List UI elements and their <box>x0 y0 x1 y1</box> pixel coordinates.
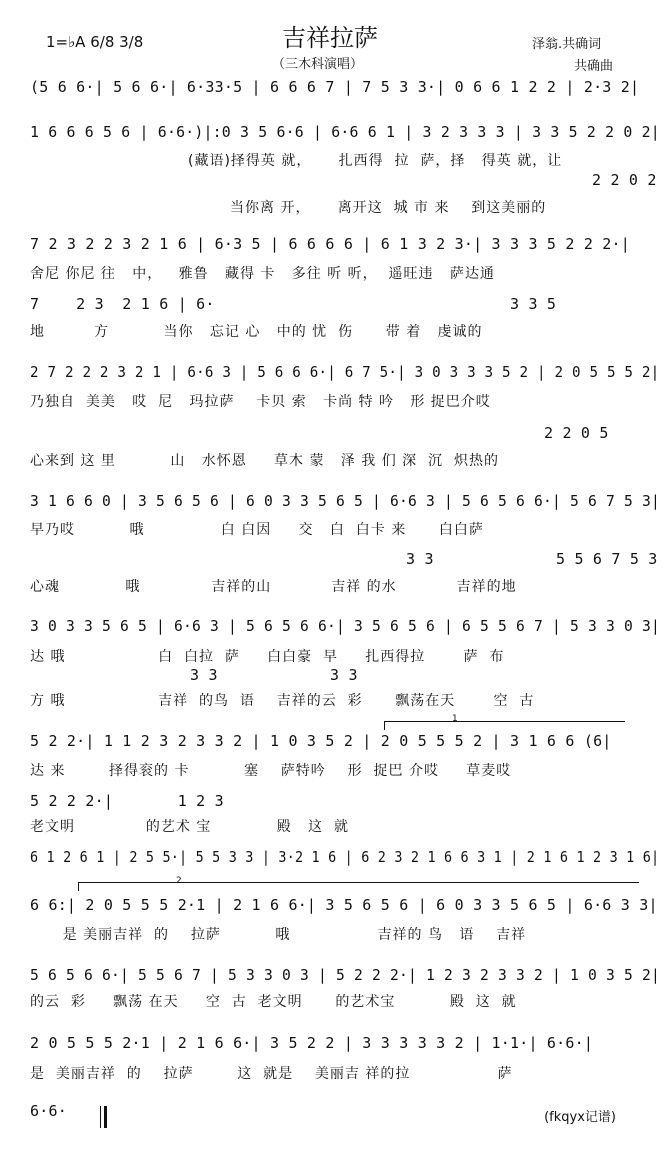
notation-line: 3 1 6 6 0 | 3 5 6 5 6 | 6 0 3 3 5 6 5 | 6·6 3 | 5 6 5 6 6·| 5 6 7 5 3| <box>30 492 661 510</box>
lyric-line: 当你离 开， 离开这 城 市 来 到这美丽的 <box>230 200 547 216</box>
notation-line: 2 7 2 2 2 3 2 1 | 6·6 3 | 5 6 6 6·| 6 7 5·| 3 0 3 3 3 5 2 | 2 0 5 5 5 2| <box>30 363 660 381</box>
composer-credit: 共确曲 <box>574 59 614 74</box>
key-signature: 1=♭A 6/8 3/8 <box>46 33 144 51</box>
notation-line: 6 6:| 2 0 5 5 5 2·1 | 2 1 6 6·| 3 5 6 5 6 | 6 0 3 3 5 6 5 | 6·6 3 3| <box>30 896 658 914</box>
notation-line: 5 6 5 6 6·| 5 5 6 7 | 5 3 3 0 3 | 5 2 2 2·| 1 2 3 2 3 3 2 | 1 0 3 5 2| <box>30 966 661 984</box>
notation-line: (5 6 6·| 5 6 6·| 6·33·5 | 6 6 6 7 | 7 5 3 3·| 0 6 6 1 2 2 | 2·3 2| <box>30 78 640 96</box>
transcriber-credit: (fkqyx记谱) <box>544 1110 616 1125</box>
notation-line: 2 2 0 2 <box>592 171 657 189</box>
lyric-line: 达 来 择得衮的 卡 塞 萨特吟 形 捉巴 介哎 草麦哎 <box>30 763 512 779</box>
performer-subtitle: （三木科演唱） <box>272 57 364 72</box>
lyric-line: 乃独自 美美 哎 尼 玛拉萨 卡贝 索 卡尚 特 吟 形 捉巴介哎 <box>30 394 491 410</box>
lyric-line: 方 哦 吉祥 的鸟 语 吉祥的云 彩 飘荡在天 空 古 <box>30 693 535 709</box>
song-title: 吉祥拉萨 <box>282 24 378 52</box>
lyricist-credit: 泽翁.共确词 <box>532 37 602 52</box>
notation-line: 2 0 5 5 5 2·1 | 2 1 6 6·| 3 5 2 2 | 3 3 3 3 3 2 | 1·1·| 6·6·| <box>30 1034 594 1052</box>
notation-line: 1 6 6 6 5 6 | 6·6·)|:0 3 5 6·6 | 6·6 6 1 | 3 2 3 3 3 | 3 3 5 2 2 0 2| <box>30 123 660 141</box>
volta-label-1: 1 <box>452 714 458 724</box>
notation-line: 5 5 6 7 5 3 <box>556 550 658 568</box>
lyric-line: 的云 彩 飘荡 在天 空 古 老文明 的艺术宝 殿 这 就 <box>30 994 517 1010</box>
notation-line: 7 2 3 2 1 6 | 6· 3 3 5 <box>30 295 557 313</box>
volta-bracket-2 <box>78 882 639 891</box>
lyric-line: 地 方 当你 忘记 心 中的 忧 伤 带 着 虔诚的 <box>30 324 483 340</box>
notation-line: 7 2 3 2 2 3 2 1 6 | 6·3 5 | 6 6 6 6 | 6 1 3 2 3·| 3 3 3 5 2 2 2·| <box>30 235 630 253</box>
notation-line: 6·6· <box>30 1102 67 1120</box>
lyric-line: 是 美丽吉祥 的 拉萨 这 就是 美丽吉 祥的拉 萨 <box>30 1066 513 1082</box>
notation-line: 3 3 <box>190 666 218 684</box>
final-barline-thick <box>104 1106 107 1128</box>
notation-line: 5 2 2·| 1 1 2 3 2 3 3 2 | 1 0 3 5 2 | 2 0 5 5 5 2 | 3 1 6 6 (6| <box>30 732 612 750</box>
lyric-line: 达 哦 白 白拉 萨 白白豪 早 扎西得拉 萨 布 <box>30 649 505 665</box>
notation-line: 5 2 2 2·| 1 2 3 <box>30 792 224 810</box>
notation-line: 3 3 <box>406 550 434 568</box>
notation-line: 3 0 3 3 5 6 5 | 6·6 3 | 5 6 5 6 6·| 3 5 6 5 6 | 6 5 5 6 7 | 5 3 3 0 3| <box>30 617 661 635</box>
lyric-line: 是 美丽吉祥 的 拉萨 哦 吉祥的 鸟 语 吉祥 <box>30 927 527 943</box>
notation-line: 6 1 2 6 1 | 2 5 5·| 5 5 3 3 | 3·2 1 6 | 6 2 3 2 1 6 6 3 1 | 2 1 6 1 2 3 1 6| <box>30 848 660 866</box>
notation-line: 3 3 <box>330 666 358 684</box>
lyric-line: 心魂 哦 吉祥的山 吉祥 的水 吉祥的地 <box>30 579 517 595</box>
notation-line: 2 2 0 5 <box>544 424 609 442</box>
final-barline-thin <box>100 1106 101 1128</box>
volta-label-2: 2 <box>176 876 182 886</box>
lyric-line: 老文明 的艺术 宝 殿 这 就 <box>30 819 349 835</box>
lyric-line: 心来到 这 里 山 水怀恩 草木 蒙 泽 我 们 深 沉 炽热的 <box>30 453 499 469</box>
lyric-line: 早乃哎 哦 白 白因 交 白 白卡 来 白白萨 <box>30 522 484 538</box>
volta-bracket-1 <box>384 721 625 730</box>
lyric-line: (藏语)择得英 就， 扎西得 拉 萨，择 得英 就，让 <box>188 153 563 169</box>
lyric-line: 舍尼 你尼 往 中， 雅鲁 藏得 卡 多往 听 听， 遥旺违 萨达通 <box>30 266 495 282</box>
